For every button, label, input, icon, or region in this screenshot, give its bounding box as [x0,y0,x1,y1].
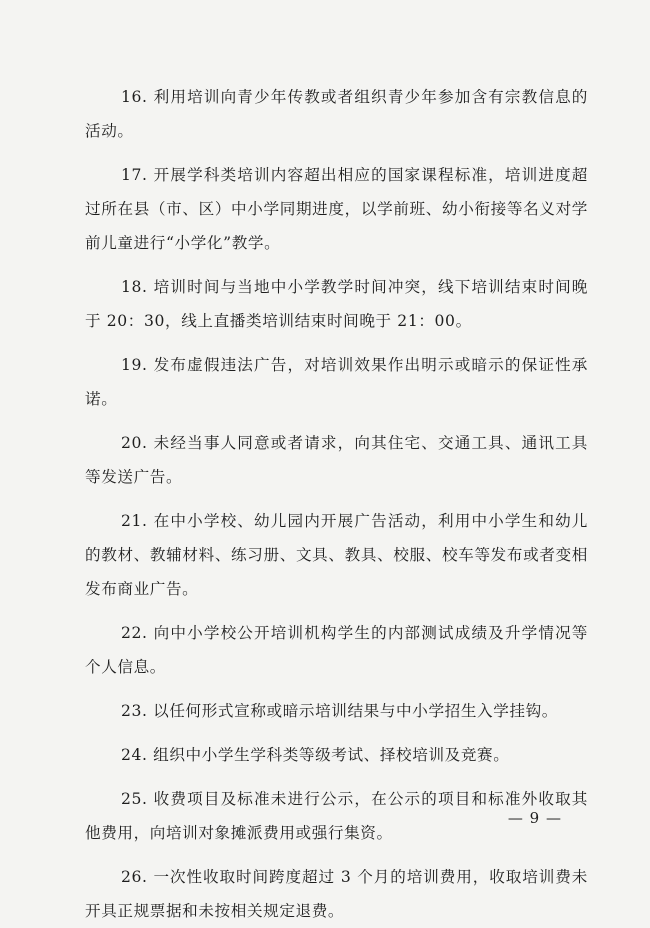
clause-21: 21. 在中小学校、幼儿园内开展广告活动，利用中小学生和幼儿的教材、教辅材料、练习册、文具、教具、校服、校车等发布或者变相发布商业广告。 [85,512,588,598]
clause-18: 18. 培训时间与当地中小学教学时间冲突，线下培训结束时间晚于 20：30，线上直播类培训结束时间晚于 21：00。 [85,278,588,330]
clause-24: 24. 组织中小学生学科类等级考试、择校培训及竞赛。 [121,746,510,764]
clause-20: 20. 未经当事人同意或者请求，向其住宅、交通工具、通讯工具等发送广告。 [85,434,588,486]
page-number: — 9 — [507,809,562,827]
clause-17: 17. 开展学科类培训内容超出相应的国家课程标准，培训进度超过所在县（市、区）中小学同期进度，以学前班、幼小衔接等名义对学前儿童进行“小学化”教学。 [85,166,588,252]
clause-16: 16. 利用培训向青少年传教或者组织青少年参加含有宗教信息的活动。 [85,88,588,140]
clause-19: 19. 发布虚假违法广告，对培训效果作出明示或暗示的保证性承诺。 [85,356,588,408]
clause-26: 26. 一次性收取时间跨度超过 3 个月的培训费用，收取培训费未开具正规票据和未按相关规定退费。 [85,868,588,920]
clause-25: 25. 收费项目及标准未进行公示，在公示的项目和标准外收取其他费用，向培训对象摊派费用或强行集资。 [85,790,588,842]
clause-23: 23. 以任何形式宣称或暗示培训结果与中小学招生入学挂钩。 [121,702,558,720]
clause-22: 22. 向中小学校公开培训机构学生的内部测试成绩及升学情况等个人信息。 [85,624,588,676]
